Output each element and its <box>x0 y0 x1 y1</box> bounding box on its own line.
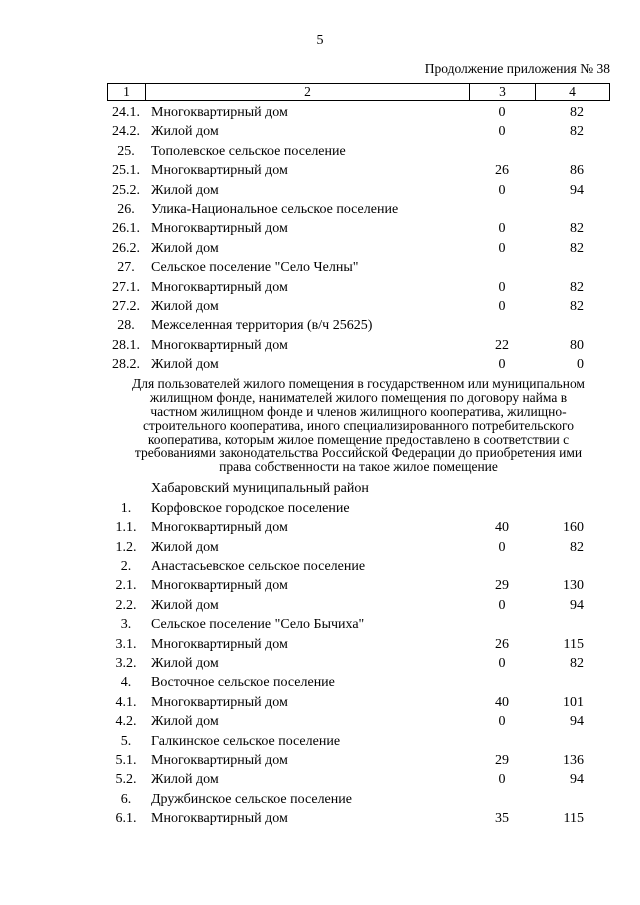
table-row <box>107 518 610 537</box>
row-name: Сельское поселение "Село Бычиха" <box>151 617 365 633</box>
table-row <box>107 751 610 770</box>
table-row <box>107 635 610 654</box>
row-value-col3 <box>469 732 535 751</box>
row-name: Жилой дом <box>151 182 219 198</box>
row-value-col3 <box>469 615 535 634</box>
row-name: Многоквартирный дом <box>151 811 288 827</box>
row-value-col3: 40 <box>495 520 509 536</box>
row-value-col3: 40 <box>495 694 509 710</box>
table-row <box>107 790 610 809</box>
row-value-col3: 0 <box>498 772 506 788</box>
row-number: 27. <box>117 260 135 276</box>
row-value-col4: 86 <box>570 163 584 179</box>
table-row <box>107 181 610 200</box>
row-value-col4 <box>535 732 610 751</box>
row-value-col3 <box>469 499 535 518</box>
row-name: Галкинское сельское поселение <box>151 733 341 749</box>
row-value-col4 <box>535 615 610 634</box>
row-name: Многоквартирный дом <box>151 694 288 710</box>
row-name: Жилой дом <box>151 714 219 730</box>
table-row <box>107 219 610 238</box>
row-number: 25. <box>117 143 135 159</box>
table-row <box>107 103 610 122</box>
row-value-col4: 94 <box>570 597 584 613</box>
row-value-col3: 0 <box>498 240 506 256</box>
row-value-col3: 0 <box>498 279 506 295</box>
row-value-col3 <box>469 316 535 335</box>
row-name: Сельское поселение "Село Челны" <box>151 260 359 276</box>
row-value-col3: 0 <box>498 357 506 373</box>
header-col-2: 2 <box>146 84 470 100</box>
table-row <box>107 538 610 557</box>
row-value-col4 <box>535 316 610 335</box>
row-number: 24.2. <box>112 124 140 140</box>
row-name: Многоквартирный дом <box>151 163 288 179</box>
row-number: 2. <box>120 559 132 575</box>
row-value-col3: 29 <box>495 578 509 594</box>
row-number: 5. <box>120 733 132 749</box>
row-value-col4: 130 <box>563 578 584 594</box>
table-row <box>107 122 610 141</box>
row-name: Многоквартирный дом <box>151 520 288 536</box>
row-value-col3: 0 <box>498 124 506 140</box>
row-value-col4 <box>535 200 610 219</box>
row-name: Жилой дом <box>151 240 219 256</box>
row-number: 28.1. <box>112 337 140 353</box>
row-value-col4: 115 <box>563 811 584 827</box>
table-row <box>107 673 610 692</box>
row-value-col3 <box>469 673 535 692</box>
row-value-col3 <box>469 557 535 576</box>
row-value-col3 <box>469 258 535 277</box>
row-number: 26. <box>117 201 135 217</box>
row-name: Анастасьевское сельское поселение <box>151 559 366 575</box>
row-name: Многоквартирный дом <box>151 337 288 353</box>
row-value-col4: 101 <box>563 694 584 710</box>
row-value-col3 <box>469 790 535 809</box>
row-number: 3.2. <box>115 655 137 671</box>
row-number: 6. <box>120 791 132 807</box>
page-number: 5 <box>316 33 324 48</box>
row-value-col4 <box>535 142 610 161</box>
row-value-col4: 115 <box>563 636 584 652</box>
rows-bottom <box>107 479 610 828</box>
row-value-col4: 94 <box>570 714 584 730</box>
table-row <box>107 499 610 518</box>
row-value-col3: 26 <box>495 636 509 652</box>
table-row <box>107 142 610 161</box>
table-row <box>107 770 610 789</box>
row-name: Жилой дом <box>151 655 219 671</box>
row-value-col3: 0 <box>498 655 506 671</box>
row-number: 27.1. <box>112 279 140 295</box>
row-number: 2.1. <box>115 578 137 594</box>
row-value-col3: 0 <box>498 714 506 730</box>
row-name: Жилой дом <box>151 539 219 555</box>
row-name: Многоквартирный дом <box>151 636 288 652</box>
row-name: Улика-Национальное сельское поселение <box>151 201 399 217</box>
row-name: Многоквартирный дом <box>151 221 288 237</box>
table-row <box>107 654 610 673</box>
row-value-col3: 35 <box>495 811 509 827</box>
table-row <box>107 336 610 355</box>
row-number: 1.1. <box>115 520 137 536</box>
row-value-col4: 82 <box>570 298 584 314</box>
table-row <box>107 732 610 751</box>
table-row <box>107 278 610 297</box>
row-number <box>107 479 145 498</box>
table-row <box>107 258 610 277</box>
row-value-col3: 0 <box>498 298 506 314</box>
row-name: Жилой дом <box>151 357 219 373</box>
row-name: Жилой дом <box>151 597 219 613</box>
table-row <box>107 809 610 828</box>
row-value-col3: 29 <box>495 752 509 768</box>
row-number: 6.1. <box>115 811 137 827</box>
row-number: 28.2. <box>112 357 140 373</box>
row-value-col3: 22 <box>495 337 509 353</box>
table-row <box>107 557 610 576</box>
table-row <box>107 355 610 374</box>
row-number: 1.2. <box>115 539 137 555</box>
row-value-col3: 0 <box>498 221 506 237</box>
row-value-col4 <box>535 499 610 518</box>
row-name: Многоквартирный дом <box>151 105 288 120</box>
table-row <box>107 712 610 731</box>
row-name: Хабаровский муниципальный район <box>151 481 369 497</box>
row-number: 28. <box>117 318 135 334</box>
row-name: Многоквартирный дом <box>151 279 288 295</box>
row-value-col3: 0 <box>498 182 506 198</box>
row-number: 5.1. <box>115 752 137 768</box>
row-value-col4 <box>535 258 610 277</box>
section-note: Для пользователей жилого помещения в государственном или муниципальном жилищном фонде, нанимателей жилого помещения по договору найма в частном жилищном фонде и членов жилищного кооператива, жилищно-строительного кооператива, иного специализированного потребительского кооператива, которым жилое помещение предоставлено в соответствии с требованиями законодательства Российской Федерации до приобретения ими права собственности на такое жилое помещение <box>132 376 585 475</box>
row-name: Жилой дом <box>151 772 219 788</box>
row-number: 4. <box>120 675 132 691</box>
row-value-col4: 82 <box>570 221 584 237</box>
row-value-col4: 160 <box>563 520 584 536</box>
row-number: 3.1. <box>115 636 137 652</box>
row-value-col4: 82 <box>570 539 584 555</box>
table-row <box>107 239 610 258</box>
row-value-col4 <box>535 673 610 692</box>
row-number: 24.1. <box>112 105 140 120</box>
header-col-3: 3 <box>470 84 536 100</box>
table-row <box>107 200 610 219</box>
table-row <box>107 316 610 335</box>
row-name: Многоквартирный дом <box>151 578 288 594</box>
table-body <box>107 103 610 829</box>
row-value-col4: 80 <box>570 337 584 353</box>
row-name: Корфовское городское поселение <box>151 500 350 516</box>
row-name: Многоквартирный дом <box>151 752 288 768</box>
row-value-col3: 26 <box>495 163 509 179</box>
row-number: 25.2. <box>112 182 140 198</box>
row-value-col4: 94 <box>570 772 584 788</box>
row-value-col3 <box>469 479 535 498</box>
row-value-col4: 0 <box>577 357 584 373</box>
row-value-col4: 82 <box>570 655 584 671</box>
row-number: 5.2. <box>115 772 137 788</box>
row-value-col3: 0 <box>498 597 506 613</box>
row-number: 1. <box>120 500 132 516</box>
row-value-col4 <box>535 790 610 809</box>
row-value-col4: 94 <box>570 182 584 198</box>
row-name: Жилой дом <box>151 124 219 140</box>
table-row <box>107 576 610 595</box>
table-row <box>107 297 610 316</box>
row-value-col4 <box>535 479 610 498</box>
row-value-col4: 82 <box>570 279 584 295</box>
row-value-col3: 0 <box>498 105 506 120</box>
row-value-col4: 136 <box>563 752 584 768</box>
row-number: 4.2. <box>115 714 137 730</box>
row-value-col4: 82 <box>570 124 584 140</box>
row-number: 25.1. <box>112 163 140 179</box>
row-number: 26.2. <box>112 240 140 256</box>
header-col-4: 4 <box>569 84 576 99</box>
row-value-col4: 82 <box>570 105 584 120</box>
row-number: 2.2. <box>115 597 137 613</box>
row-value-col4: 82 <box>570 240 584 256</box>
row-value-col3: 0 <box>498 539 506 555</box>
row-number: 3. <box>120 617 132 633</box>
appendix-continuation-label: Продолжение приложения № 38 <box>424 61 610 76</box>
header-col-1: 1 <box>108 84 146 100</box>
table-header <box>107 83 610 101</box>
row-name: Дружбинское сельское поселение <box>151 791 352 807</box>
row-name: Восточное сельское поселение <box>151 675 335 691</box>
row-number: 4.1. <box>115 694 137 710</box>
row-name: Тополевское сельское поселение <box>151 143 346 159</box>
rows-top <box>107 103 610 374</box>
row-value-col3 <box>469 200 535 219</box>
row-name: Жилой дом <box>151 298 219 314</box>
table-row <box>107 615 610 634</box>
row-value-col3 <box>469 142 535 161</box>
table-row <box>107 596 610 615</box>
table-row <box>107 479 610 498</box>
table-row <box>107 693 610 712</box>
row-number: 27.2. <box>112 298 140 314</box>
row-value-col4 <box>535 557 610 576</box>
table-row <box>107 161 610 180</box>
row-number: 26.1. <box>112 221 140 237</box>
row-name: Межселенная территория (в/ч 25625) <box>151 318 373 334</box>
